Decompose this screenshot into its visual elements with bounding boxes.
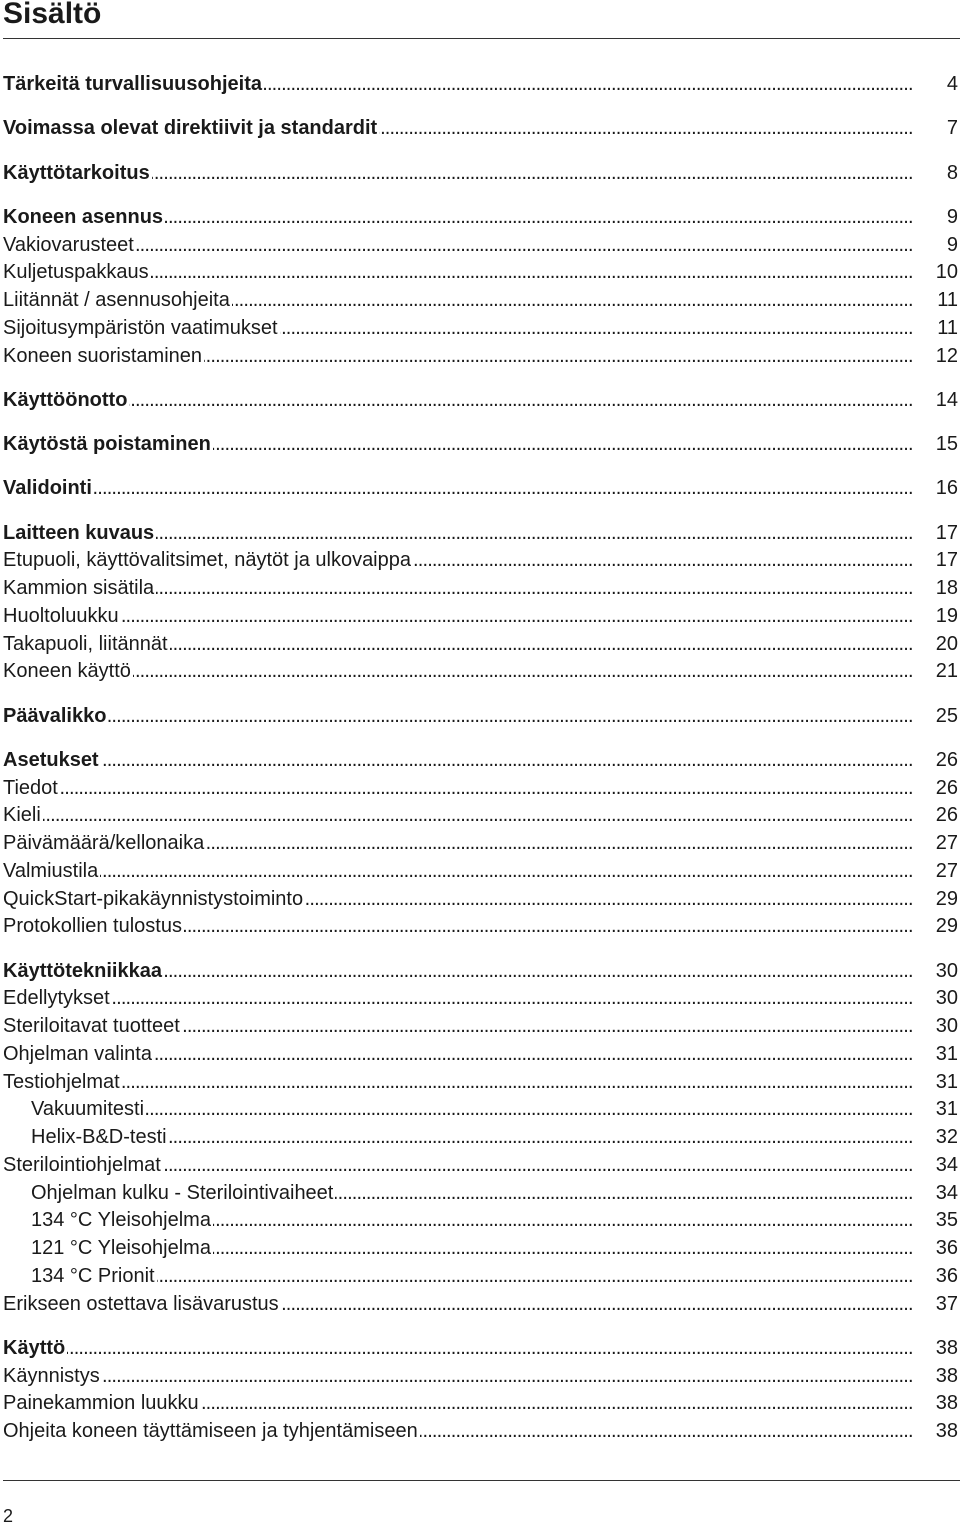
toc-entry[interactable] — [3, 160, 958, 188]
toc-entry[interactable] — [3, 1291, 958, 1319]
toc-entry[interactable] — [3, 431, 958, 459]
toc-entry-title: Käyttö — [3, 1335, 67, 1363]
toc-entry-title: Tiedot — [3, 775, 60, 803]
toc-entry-title: Testiohjelmat — [3, 1069, 122, 1097]
toc-entry[interactable] — [3, 858, 958, 886]
toc-entry[interactable] — [3, 315, 958, 343]
toc-entry[interactable] — [3, 886, 958, 914]
toc-entry-title: Sterilointiohjelmat — [3, 1152, 163, 1180]
toc-entry[interactable] — [3, 287, 958, 315]
toc-entry-page: 9 — [940, 204, 958, 232]
toc-entry[interactable] — [3, 802, 958, 830]
toc-entry-title: Steriloitavat tuotteet — [3, 1013, 182, 1041]
toc-entry[interactable] — [3, 775, 958, 803]
toc-entry-title: Liitännät / asennusohjeita — [3, 287, 232, 315]
toc-entry[interactable] — [3, 830, 958, 858]
toc-entry[interactable] — [3, 603, 958, 631]
toc-entry-page: 37 — [929, 1291, 958, 1319]
toc-entry-page: 27 — [929, 858, 958, 886]
toc-entry-title: Valmiustila — [3, 858, 100, 886]
toc-entry-page: 38 — [929, 1418, 958, 1446]
toc-entry[interactable] — [3, 1096, 958, 1124]
toc-entry-page: 10 — [929, 259, 958, 287]
toc-entry[interactable] — [3, 631, 958, 659]
toc-entry[interactable] — [3, 1069, 958, 1097]
toc-entry-page: 9 — [940, 232, 958, 260]
toc-entry-title: Asetukset — [3, 747, 101, 775]
toc-entry-page: 30 — [929, 1013, 958, 1041]
toc-entry-title: Vakiovarusteet — [3, 232, 136, 260]
table-of-contents — [3, 71, 958, 1446]
toc-entry-title: Sijoitusympäristön vaatimukset — [3, 315, 280, 343]
toc-entry[interactable] — [3, 232, 958, 260]
toc-entry-page: 31 — [929, 1041, 958, 1069]
page-number: 2 — [3, 1506, 14, 1526]
toc-entry-page: 21 — [929, 658, 958, 686]
toc-entry-title: Käynnistys — [3, 1363, 102, 1391]
toc-entry-page: 30 — [929, 985, 958, 1013]
toc-entry-page: 11 — [930, 287, 958, 315]
toc-entry-page: 20 — [929, 631, 958, 659]
toc-entry-title: Päivämäärä/kellonaika — [3, 830, 206, 858]
toc-entry-page: 38 — [929, 1335, 958, 1363]
toc-entry-title: Ohjelman kulku - Sterilointivaiheet — [3, 1180, 335, 1208]
toc-entry[interactable] — [3, 1235, 958, 1263]
toc-entry-page: 17 — [929, 547, 958, 575]
toc-entry-title: Ohjeita koneen täyttämiseen ja tyhjentämiseen — [3, 1418, 420, 1446]
toc-entry-title: Käyttöönotto — [3, 387, 129, 415]
toc-entry[interactable] — [3, 520, 958, 548]
toc-entry-page: 34 — [929, 1180, 958, 1208]
page-title: Sisältö — [3, 0, 102, 30]
toc-entry-title: Koneen asennus — [3, 204, 165, 232]
toc-entry-page: 32 — [929, 1124, 958, 1152]
toc-entry-title: 134 °C Prionit — [3, 1263, 157, 1291]
toc-entry-page: 15 — [929, 431, 958, 459]
toc-entry[interactable] — [3, 547, 958, 575]
toc-entry[interactable] — [3, 913, 958, 941]
toc-entry-title: Edellytykset — [3, 985, 112, 1013]
toc-entry[interactable] — [3, 1180, 958, 1208]
toc-entry-title: QuickStart-pikakäynnistystoiminto — [3, 886, 305, 914]
toc-entry-page: 35 — [929, 1207, 958, 1235]
toc-entry-page: 17 — [929, 520, 958, 548]
toc-entry[interactable] — [3, 259, 958, 287]
toc-entry[interactable] — [3, 575, 958, 603]
toc-entry-page: 26 — [929, 747, 958, 775]
toc-entry-page: 31 — [929, 1096, 958, 1124]
toc-entry[interactable] — [3, 1390, 958, 1418]
toc-entry-title: Kieli — [3, 802, 43, 830]
title-divider — [3, 38, 960, 39]
toc-entry[interactable] — [3, 1124, 958, 1152]
toc-entry[interactable] — [3, 1207, 958, 1235]
toc-entry-title: Käytöstä poistaminen — [3, 431, 213, 459]
toc-entry-title: Tärkeitä turvallisuusohjeita — [3, 71, 264, 99]
toc-entry[interactable] — [3, 1363, 958, 1391]
toc-entry-title: 134 °C Yleisohjelma — [3, 1207, 213, 1235]
toc-entry-page: 36 — [929, 1263, 958, 1291]
toc-entry[interactable] — [3, 658, 958, 686]
toc-entry-title: Erikseen ostettava lisävarustus — [3, 1291, 281, 1319]
toc-entry-page: 26 — [929, 775, 958, 803]
toc-entry-page: 29 — [929, 913, 958, 941]
footer-divider — [3, 1480, 960, 1481]
toc-entry-title: Voimassa olevat direktiivit ja standardit — [3, 115, 379, 143]
toc-entry[interactable] — [3, 1418, 958, 1446]
toc-entry[interactable] — [3, 387, 958, 415]
toc-entry-title: Protokollien tulostus — [3, 913, 184, 941]
toc-entry-title: Laitteen kuvaus — [3, 520, 156, 548]
toc-entry-title: Vakuumitesti — [3, 1096, 146, 1124]
toc-entry-title: Takapuoli, liitännät — [3, 631, 170, 659]
toc-entry-page: 38 — [929, 1390, 958, 1418]
toc-entry-page: 12 — [929, 343, 958, 371]
toc-entry-title: Huoltoluukku — [3, 603, 121, 631]
toc-entry[interactable] — [3, 1013, 958, 1041]
toc-entry-page: 11 — [930, 315, 958, 343]
toc-entry[interactable] — [3, 475, 958, 503]
toc-entry[interactable] — [3, 958, 958, 986]
toc-entry-title: Käyttötekniikkaa — [3, 958, 164, 986]
toc-entry-page: 31 — [929, 1069, 958, 1097]
toc-entry[interactable] — [3, 1041, 958, 1069]
toc-entry-title: Koneen käyttö — [3, 658, 133, 686]
toc-entry-title: Helix-B&D-testi — [3, 1124, 169, 1152]
toc-entry-page: 19 — [929, 603, 958, 631]
toc-entry-title: Kammion sisätila — [3, 575, 156, 603]
toc-entry[interactable] — [3, 1335, 958, 1363]
toc-entry[interactable] — [3, 204, 958, 232]
toc-entry-page: 7 — [940, 115, 958, 143]
toc-entry-page: 36 — [929, 1235, 958, 1263]
toc-entry-page: 38 — [929, 1363, 958, 1391]
toc-entry-title: 121 °C Yleisohjelma — [3, 1235, 213, 1263]
toc-entry-page: 25 — [929, 703, 958, 731]
toc-entry-page: 30 — [929, 958, 958, 986]
toc-entry-title: Kuljetuspakkaus — [3, 259, 151, 287]
toc-entry-page: 34 — [929, 1152, 958, 1180]
toc-entry-title: Käyttötarkoitus — [3, 160, 152, 188]
toc-entry[interactable] — [3, 343, 958, 371]
toc-entry-page: 8 — [940, 160, 958, 188]
toc-entry-page: 4 — [940, 71, 958, 99]
toc-entry[interactable] — [3, 747, 958, 775]
toc-entry-page: 18 — [929, 575, 958, 603]
toc-entry[interactable] — [3, 1263, 958, 1291]
toc-entry-title: Etupuoli, käyttövalitsimet, näytöt ja ulkovaippa — [3, 547, 413, 575]
toc-entry-page: 14 — [929, 387, 958, 415]
toc-entry-title: Painekammion luukku — [3, 1390, 201, 1418]
toc-entry-page: 29 — [929, 886, 958, 914]
toc-entry-title: Päävalikko — [3, 703, 108, 731]
toc-entry-title: Ohjelman valinta — [3, 1041, 154, 1069]
toc-entry[interactable] — [3, 71, 958, 99]
toc-entry[interactable] — [3, 985, 958, 1013]
toc-entry[interactable] — [3, 1152, 958, 1180]
toc-entry-page: 26 — [929, 802, 958, 830]
toc-entry-title: Koneen suoristaminen — [3, 343, 204, 371]
toc-entry-page: 27 — [929, 830, 958, 858]
toc-entry[interactable] — [3, 703, 958, 731]
toc-entry-page: 16 — [929, 475, 958, 503]
toc-entry[interactable] — [3, 115, 958, 143]
toc-entry-title: Validointi — [3, 475, 94, 503]
